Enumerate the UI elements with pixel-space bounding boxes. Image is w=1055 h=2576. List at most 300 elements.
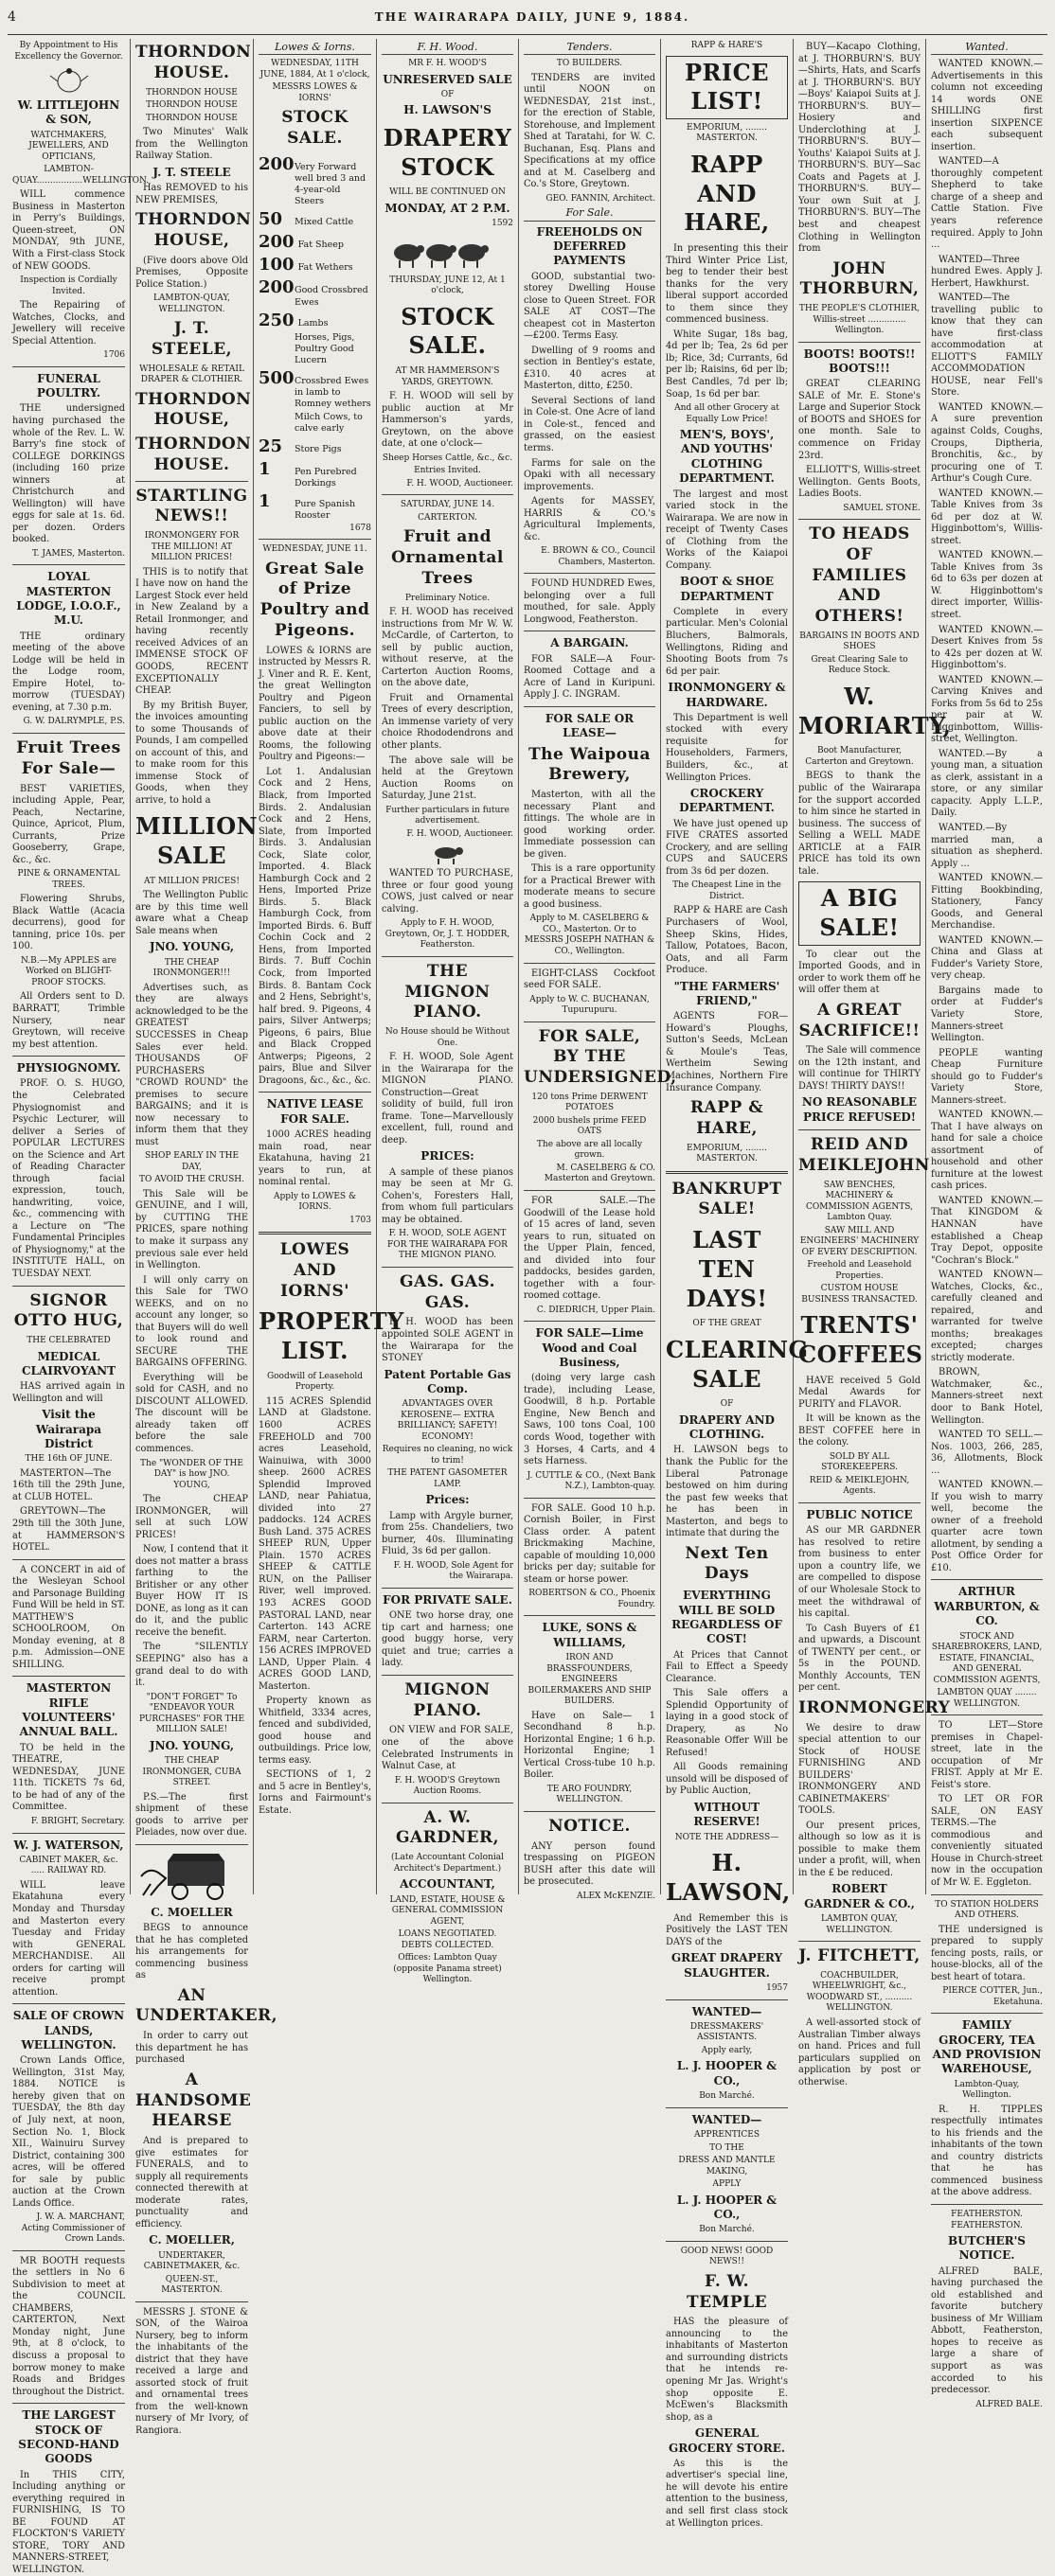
ad-number: 1703 (349, 1215, 371, 1225)
ad-subheading: Apply to LOWES & IORNS. (274, 1191, 356, 1213)
ad-text: HAVE received 5 Gold Medal Awards for PURITY and FLAVOR. (798, 1375, 921, 1410)
classified-item: TO LET—Store premises in Chapel-street, late in the occupation of Mr FRIST. Apply at Mr E. Feist's store. (931, 1720, 1043, 1790)
ad-subheading: Entries Invited. (414, 466, 481, 476)
lot-description: Pure Spanish Rooster (295, 499, 356, 522)
classified-item: WANTED KNOWN.—Advertisements in this column not exceeding 14 words ONE SHILLING first insertion SIXPENCE each subsequent insertion. (931, 59, 1043, 152)
ad-heading: PRICE LIST! (666, 56, 788, 119)
ad-heading: ARTHUR WARBURTON, & CO. (934, 1585, 1040, 1628)
ad-subheading: LAMBTON-QUAY, WELLINGTON. (152, 293, 231, 314)
ad-heading: GENERAL GROCERY STORE. (668, 2426, 786, 2455)
classified-item: PEOPLE wanting Cheap Furniture should go to Fudder's Variety Store, Manners-street. (931, 1047, 1043, 1106)
ad-text: Everything will be sold for CASH, and no DISCOUNT ALLOWED. The discount will be already taken off before the sale commences. (135, 1372, 248, 1454)
ad-subheading: THORNDON HOUSE (146, 100, 238, 111)
ad-text: I will only carry on this Sale for TWO WEEKS, and on no account any longer, so that Buyers will do well to look round and SECURE THE BARGAINS OFFERING. (135, 1274, 248, 1369)
ad-heading: Great Sale of Prize Poultry and Pigeons. (259, 559, 370, 640)
ad-text: The "SILENTLY SEEPING" also has a grand deal to do with it. (135, 1642, 248, 1689)
column-7 (794, 39, 952, 2087)
ad-text: Now, I contend that it does not matter a brass farthing to the Britisher or any other Buyer HOW IT IS DONE, as long as it can do it, and the public receive the benefit. (135, 1544, 248, 1638)
ad-text: Flowering Shrubs, Black Wattle (Acacia decurrens), good for tanning, price 10s. per 100. (12, 894, 125, 952)
ad-subheading: WHOLESALE & RETAIL DRAPER & CLOTHIER. (139, 364, 244, 385)
ad-subheading: REID & MEIKLEJOHN, Agents. (809, 1475, 910, 1497)
classified-item: WANTED KNOWN.—That I have always on hand for sale a choice assortment of household and other furniture at the lowest cash prices. (931, 1110, 1043, 1192)
ad-subheading: THE PATENT GASOMETER LAMP. (387, 1468, 508, 1489)
ad-text: 115 ACRES Splendid LAND at Gladstone. 1600 ACRES FREEHOLD and 700 acres Leasehold, Wainuiwa, with 3000 sheep. 2600 ACRES Splendid Improved LAND, near Pahiatua, divided into 27 paddocks. 124 ACRES Bush Land. 375 ACRES SHEEP RUN, Upper Plain. 1570 ACRES SHEEP & CATTLE RUN, on the Palliser River, well improved. 193 ACRES GOOD PASTORAL LAND, near Carterton. 143 ACRE FARM, near Carterton. 156 ACRES IMPROVED LAND, Upper Plain. 4 ACRES GOOD LAND, Masterton. (259, 1395, 371, 1692)
classified-item: WANTED—The travelling public to know that they can have first-class accommodation at ELIOTT'S FAMILY ACCOMMODATION HOUSE, near Fell's Store. (931, 293, 1043, 399)
lot-quantity: 500 (259, 368, 295, 389)
ad-heading: BUTCHER'S NOTICE. (948, 2234, 1026, 2263)
ad-text: BEGS to thank the public of the Wairarapa for the support accorded to him since he started in business. The success of Selling a WELL MADE ARTICLE at a FAIR PRICE has told its own tale. (798, 771, 921, 877)
ad-heading: THORNDON HOUSE, (135, 389, 252, 430)
ad-text: This Sale offers a Splendid Opportunity of laying in a good stock of Drapery, as No Reasonable Offer Will be Refused! (666, 1688, 788, 1758)
ad-text: In presenting this their Third Winter Price List, beg to tender their best thanks for the very liberal support accorded to them since they commenced business. (666, 243, 788, 326)
classified-item: Bargains made to order at Fudder's Variety Store, Manners-street Wellington. (931, 985, 1043, 1044)
ad-heading: AN UNDERTAKER, (135, 1985, 278, 2026)
ad-heading: J. FITCHETT, (798, 1946, 921, 1966)
ad-subheading: UNDERTAKER, CABINETMAKER, &c. (143, 2250, 241, 2272)
ad-text: Has REMOVED to his NEW PREMISES, (135, 183, 248, 205)
ad-subheading: SHOP EARLY IN THE DAY, (144, 1151, 240, 1172)
ad-subheading: "THE FARMERS' FRIEND," (673, 979, 780, 1007)
ad-heading: Fruit and Ornamental Trees (391, 527, 504, 588)
ad-subheading: SAW MILL AND ENGINEERS' MACHINERY OF EVERY DESCRIPTION. (799, 1225, 920, 1257)
ad-subheading: MEDICAL CLAIRVOYANT (21, 1349, 116, 1377)
ad-text: The above are all locally grown. (536, 1139, 643, 1161)
ad-subheading: NOTE THE ADDRESS— (674, 1832, 779, 1842)
columns (8, 39, 1047, 2575)
ad-subheading: SAW BENCHES, MACHINERY & COMMISSION AGENTS, Lambton Quay. (806, 1180, 913, 1223)
ad-heading: LUKE, SONS & WILLIAMS, (542, 1621, 637, 1649)
ad-heading: L. J. HOOPER & CO., (676, 2193, 778, 2221)
lot-row (259, 276, 371, 308)
ad-subheading: LAMBTON QUAY ........ WELLINGTON. (937, 1688, 1037, 1709)
ad-text: A CONCERT in aid of the Wesleyan School and Parsonage Building Fund Will be held in ST. MATTHEW'S SCHOOLROOM, On Monday evening, at 8 p.m. Admission—ONE SHILLING. (12, 1564, 125, 1670)
ad-number: 1706 (103, 350, 125, 361)
classified-item: WANTED KNOWN.—China and Glass at Fudder's Variety Store, very cheap. (931, 934, 1043, 982)
ad-text: This is a rare opportunity for a Practical Brewer with moderate means to secure a good business. (524, 863, 655, 910)
ad-text: And Remember this is Positively the LAST TEN DAYS of the (666, 1912, 788, 1947)
signature: SAMUEL STONE. (843, 503, 921, 513)
ad-text: Our present prices, although so low as it is possible to make them under a profit, will, when in the £ be reduced. (798, 1820, 921, 1878)
signature: GEO. FANNIN, Architect. (545, 193, 655, 204)
column-header: Wanted. (931, 41, 1043, 55)
ad-heading: BOOTS! BOOTS!! BOOTS!!! (803, 346, 916, 375)
ad-subheading: Visit the Wairarapa District (35, 1408, 102, 1451)
ad-heading: FREEHOLDS ON DEFERRED PAYMENTS (536, 224, 643, 268)
ad-text: Complete in every particular. Men's Colonial Bluchers, Balmorals, Wellingtons, Riding and Shooting Boots from 7s 6d per pair. (666, 606, 788, 677)
lot-description: Mixed Cattle (295, 217, 354, 228)
royal-crest-icon (45, 66, 93, 95)
ad-text: ELLIOTT'S, Willis-street Wellington. Gents Boots, Ladies Boots. (798, 465, 921, 500)
column-header: For Sale. (524, 206, 655, 221)
lot-quantity: 200 (259, 153, 295, 174)
ad-text: And all other Grocery at Equally Low Price! (674, 403, 779, 424)
ad-text: R. H. TIPPLES respectfully intimates to his friends and the inhabitants of the town and country districts that he has commenced business at the above address. (931, 2104, 1043, 2198)
ad-text: We have just opened up FIVE CRATES assorted Crockery, and are selling CUPS and SAUCERS from 3s 6d per dozen. (666, 818, 788, 877)
lot-description: Fat Sheep (297, 240, 344, 251)
classified-item: WANTED KNOWN.—Carving Knives and Forks from 5s 6d to 25s per pair at W. Higginbottom, Willis-street, Wellington. (931, 674, 1043, 745)
ad-subheading: TO AVOID THE CRUSH. (138, 1175, 245, 1185)
ad-subheading: BARGAINS IN BOOTS AND SHOES (799, 631, 920, 652)
ad-subheading: PRICES: (420, 1149, 474, 1164)
ad-text: Dwelling of 9 rooms and section in Bentley's estate, £310. 40 acres at Masterton, ditto, £250. (524, 345, 655, 392)
ad-text: HAS arrived again in Wellington and will (12, 1381, 125, 1404)
ad-text: AGENTS FOR—Howard's Ploughs, Sutton's Seeds, McLean & Moule's Teas, Wertheim Sewing Machines, Northern Fire Insurance Company. (666, 1011, 788, 1093)
ad-heading: ACCOUNTANT, (400, 1877, 495, 1892)
column-3 (254, 39, 404, 1894)
column-1 (8, 39, 150, 2575)
ad-subheading: Bon Marché. (699, 2225, 755, 2235)
ad-subheading: The "WONDER OF THE DAY" is how JNO. YOUNG, (140, 1458, 243, 1490)
lot-quantity: 250 (259, 310, 295, 330)
classified-item: WANTED KNOWN.—Table Knives from 3s 6d per doz at W. Higginbottom's, Willis-street. (931, 488, 1043, 546)
ad-heading: A GREAT SACRIFICE!! (798, 1000, 921, 1040)
ad-subheading: THE CHEAP IRONMONGER!!! (152, 957, 231, 979)
page-number: 4 (8, 9, 17, 25)
ad-number: 1678 (349, 523, 371, 533)
ad-heading: THORNDON HOUSE, (135, 210, 252, 250)
ad-text: F. H. WOOD has been appointed SOLE AGENT in the Wairarapa for the STONEY (382, 1317, 513, 1364)
ad-subheading: EMPORIUM, ........ MASTERTON. (687, 122, 767, 144)
ad-subheading: WILL BE CONTINUED ON (389, 187, 506, 198)
ad-heading: DRAPERY STOCK (383, 123, 512, 181)
ad-text: Lamp with Argyle burner, from 25s. Chandeliers, two burner, 40s. Illuminating Fluid, 3s 6d per gallon. (382, 1510, 513, 1557)
lot-quantity: 25 (259, 435, 283, 456)
ad-subheading: 120 tons Prime DERWENT POTATOES (531, 1092, 648, 1113)
ad-subheading: SOLD BY ALL STOREKEEPERS. (821, 1451, 898, 1473)
lot-list (259, 153, 371, 523)
ad-heading: JNO. YOUNG, (149, 1738, 235, 1752)
ad-text: APPLY (712, 2179, 742, 2190)
ad-subheading: "DON'T FORGET" To "ENDEAVOR YOUR PURCHASES" FOR THE MILLION SALE! (138, 1692, 245, 1735)
advertiser-name: W. LITTLEJOHN & SON, (17, 98, 120, 127)
place-line: LAMBTON-QUAY.................WELLINGTON. (12, 165, 150, 186)
ad-heading: SALE OF CROWN LANDS, WELLINGTON. (12, 2009, 125, 2052)
ad-text: Have on Sale— 1 Secondhand 8 h.p. Horizontal Engine; 1 6 h.p. Horizontal Engine; 1 Vertical Cross-tube 10 h.p. Boiler. (524, 1710, 655, 1781)
lot-description: Horses, Pigs, Poultry Good Lucern (295, 331, 355, 366)
ad-subheading: CUSTOM HOUSE BUSINESS TRANSACTED. (801, 1284, 918, 1305)
ad-text: F. H. WOOD, Sole Agent in the Wairarapa for the MIGNON PIANO. Construction—Great solidity of build, full iron frame. Tone—Marvellously excellent, full, round and deep. (382, 1052, 513, 1146)
ad-text: THE undersigned having purchased the whole of the Rev. L. W. Barry's fine stock of COLLEGE DORKINGS (including 160 prize winners at Christchurch and Wellington) will have eggs for sale at 1s. 6d. per dozen. Orders booked. (12, 403, 125, 545)
ad-subheading: Goodwill of Leasehold Property. (266, 1371, 364, 1393)
ad-heading: C. MOELLER, (149, 2233, 235, 2247)
ad-heading: JNO. YOUNG, (149, 940, 235, 954)
ad-text: At Prices that Cannot Fail to Effect a Speedy Clearance. (666, 1649, 788, 1684)
ad-text: Lot 1. Andalusian Cock and 2 Hens, Black, from Imported Birds. 2. Andalusian Cock and 2 Hens, Slate, from Imported Birds. 3. Andalusian Cock, Slate color, Imported. 4. Black Hamburgh Cock and 2 Hens, Imported Prize Birds. 5. Black Hamburgh Cock, from Imported Birds. 6. Buff Cochin Cock and 2 Hens, from Imported Birds. 7. Buff Cochin Cock, from Imported Birds. 8. Bantam Cock and 2 Hens, Sebright's, half bred. 9. Pigeons, 4 pairs, Silver Antwerps; Pigeons, 6 pairs, Blue and Black Cropped Antwerps; Pigeons, 2 pairs, Blue and Silver Dragoons, &c., &c., &c. (259, 766, 371, 1086)
signature: ALEX McKENZIE. (577, 1891, 655, 1901)
ad-text: (doing very large cash trade), including Lease, Goodwill, 8 h.p. Portable Engine, New Bench and Saws, 100 tons Coal, 100 cords Wood, together with 3 Horses, 4 Carts, and 4 sets Harness. (524, 1373, 655, 1467)
ad-text: TO be held in the THEATRE, WEDNESDAY, JUNE 11th. TICKETS 7s 6d, to be had of any of the Committee. (12, 1742, 125, 1813)
ad-number: 1957 (766, 1983, 788, 1993)
classified-item: WANTED KNOWN.—A sure prevention against Colds, Coughs, Croups, Diptheria, Bronchitis, &c., by procuring one of T. Arthur's Cough Cure. (931, 401, 1043, 485)
ad-text: 1000 ACRES heading main road, near Ekatahuna, having 21 years to run, at nominal rental. (259, 1129, 371, 1188)
signature: J. W. A. MARCHANT, Acting Commissioner of Crown Lands. (21, 2212, 125, 2245)
ad-text: This Sale will be GENUINE, and I will, by CUTTING THE PRICES, spare nothing to make it surpass any previous sale ever held in Wellington. (135, 1188, 248, 1271)
classified-item: WANTED—Three hundred Ewes. Apply J. Herbert, Hawkhurst. (931, 254, 1043, 289)
masthead (8, 0, 1047, 35)
ad-heading: MASTERTON RIFLE VOLUNTEERS' ANNUAL BALL. (19, 1681, 118, 1739)
ad-text: Apply to M. CASELBERG & CO., Masterton. Or to MESSRS JOSEPH NATHAN & CO., Wellington. (524, 914, 655, 956)
ad-subheading: TO STATION HOLDERS AND OTHERS. (935, 1899, 1039, 1921)
ad-subheading: CROCKERY DEPARTMENT. (679, 787, 775, 815)
ad-text: THIS is to notify that I have now on hand the Largest Stock ever held in New Zealand by a Retail Ironmonger, and having recently received Advices of an IMMENSE STOCK OF GOODS, RECENT EXCEPTIONALLY CHEAP. (135, 566, 248, 697)
lot-row (259, 153, 371, 208)
ad-heading: GAS. GAS. GAS. (399, 1271, 495, 1312)
lot-row (259, 435, 371, 457)
signature: ALFRED BALE. (975, 2399, 1043, 2409)
ad-text: Further particulars in future advertisement. (385, 805, 510, 826)
classified-item: WANTED KNOWN.—Fitting Bookbinding, Stationery, Fancy Goods, and General Merchandise. (931, 873, 1043, 932)
ad-heading: The Waipoua Brewery, (528, 744, 651, 785)
lot-quantity: 1 (259, 491, 271, 512)
ad-heading: PHYSIOGNOMY. (16, 1061, 121, 1075)
lot-description: Pen Purebred Dorkings (295, 466, 357, 489)
lot-row (259, 490, 371, 522)
signature: F. H. WOOD, Auctioneer. (406, 478, 513, 489)
ad-heading: ROBERT GARDNER & CO., (804, 1882, 915, 1910)
ad-heading: FOR SALE, BY THE UNDERSIGNED, (524, 1026, 677, 1088)
hearse-illustration (137, 1850, 246, 1902)
ad-text: P.S.—The first shipment of these goods to arrive per Pleiades, now over due. (135, 1791, 248, 1839)
ad-heading: TRENTS' COFFEES (798, 1311, 923, 1369)
ad-heading: A. W. GARDNER, (395, 1807, 500, 1848)
ad-text: THE ordinary meeting of the above Lodge will be held in the Lodge room, Empire Hotel, to-morrow (TUESDAY) evening, at 7.30 p.m. (12, 631, 125, 713)
column-header: Lowes & Iorns. (259, 41, 371, 55)
ad-heading: FOR PRIVATE SALE. (383, 1592, 512, 1607)
ad-text: MR BOOTH requests the settlers in No 6 Subdivision to meet at the COUNCIL CHAMBERS, CARTERTON, Next Monday night, June 9th, at 8 o'clock, to discuss a proposal to borrow money to make Roads and Bridges throughout the District. (12, 2255, 125, 2397)
ad-text: RAPP & HARE are Cash Purchasers of Wool, Sheep Skins, Hides, Tallow, Potatoes, Bacon, Oats, and all Farm Produce. (666, 905, 788, 976)
lot-quantity: 1 (259, 458, 271, 479)
ad-text: AS our MR GARDNER has resolved to retire from business to enter upon a country life, we are compelled to dispose of our Wholesale Stock to meet the withdrawal of his capital. (798, 1525, 921, 1620)
ad-text: And is prepared to give estimates for FUNERALS, and to supply all requirements connected therewith at moderate rates, punctuality and efficiency. (135, 2136, 248, 2230)
lot-quantity: 100 (259, 255, 295, 275)
ad-text: Apply early, (701, 2045, 753, 2055)
lot-quantity: 200 (259, 277, 295, 298)
ad-text: WANTED TO PURCHASE, three or four good young COWS, just calved or near calving. (382, 868, 513, 915)
ad-subheading: Bon Marché. (699, 2091, 755, 2102)
ad-heading: NATIVE LEASE FOR SALE. (266, 1097, 364, 1126)
signature: F. H. WOOD, Auctioneer. (406, 828, 513, 839)
ad-text: FOR SALE.—The Goodwill of the Lease hold of 15 acres of land, seven years to run, situated on the Upper Plain, fenced, and divided into four paddocks, besides garden, together with a four-roomed cottage. (524, 1195, 655, 1302)
ad-subheading: LAMBTON QUAY, WELLINGTON. (821, 1914, 898, 1935)
classified-item: WANTED.—By a young man, a situation as clerk, assistant in a store, or any similar capacity. Apply L.L.P., Daily. (931, 748, 1043, 819)
ad-text: As this is the advertiser's special line, he will devote his entire attention to the business, and sell first class stock at Wellington prices. (666, 2458, 788, 2529)
ad-heading: H. LAWSON'S (403, 103, 492, 117)
ad-text: MASTERTON—The 16th till the 29th June, at CLUB HOTEL. (12, 1467, 125, 1502)
ad-heading: W. J. WATERSON, (13, 1838, 124, 1852)
ad-subheading: OF (440, 89, 455, 99)
ad-text: We desire to draw special attention to our Stock of HOUSE FURNISHING AND BUILDERS' IRONMONGERY AND CABINETMAKERS' TOOLS. (798, 1722, 921, 1817)
ad-heading: H. LAWSON, (666, 1849, 791, 1906)
ad-subheading: Lambton-Quay, Wellington. (954, 2079, 1020, 2101)
ad-heading: TO HEADS OF FAMILIES AND OTHERS! (809, 524, 910, 627)
appointment-line: By Appointment to His Excellency the Governor. (14, 41, 123, 62)
ad-text: The CHEAP IRONMONGER, will sell at such LOW PRICES! (135, 1494, 248, 1540)
ad-heading: Fruit Trees For Sale— (16, 738, 121, 778)
ad-text: F. H. WOOD will sell by public auction at Mr Hammerson's yards, Greytown, on the above date, at one o'clock— (382, 391, 513, 450)
ad-heading: RAPP & HARE, (689, 1098, 764, 1138)
ad-text: H. LAWSON begs to thank the Public for the Liberal Patronage bestowed on him during the past few weeks that he has been in Masterton, and begs to intimate that during the (666, 1445, 788, 1539)
classified-item: WANTED KNOWN.—Desert Knives from 5s to 42s per dozen at W. Higginbottom's. (931, 624, 1043, 671)
ad-subheading: COACHBUILDER, WHEELWRIGHT, &c., WOODWARD ST., .......... WELLINGTON. (806, 1970, 913, 2014)
ad-heading: Next Ten Days (685, 1543, 769, 1584)
signature: G. W. DALRYMPLE, P.S. (23, 717, 125, 727)
ad-heading: STARTLING NEWS!! (135, 486, 248, 526)
ad-subheading: WEDNESDAY, 11TH JUNE, 1884, At 1 o'clock, (259, 59, 370, 80)
lot-quantity: 50 (259, 209, 283, 230)
ad-text: FOUND HUNDRED Ewes, belonging over a full mouthed, for sale. Apply Longwood, Featherston. (524, 578, 655, 625)
ad-text: A sample of these pianos may be seen at Mr G. Cohen's, Foresters Hall, from whom full particulars may be obtained. (382, 1166, 513, 1225)
ad-text: HAS the pleasure of announcing to the inhabitants of Masterton and surrounding districts that he intends re-opening Mr Jas. Wright's shop opposite E. McEwen's Blacksmith shop, as a (666, 2317, 788, 2423)
classified-item: WANTED KNOWN.—Table Knives from 3s 6d to 63s per dozen at W. Higginbottom's direct importer, Willis-street. (931, 550, 1043, 620)
ad-heading: IRONMONGERY (798, 1697, 951, 1717)
ad-text: Sheep Horses Cattle, &c., &c. (382, 453, 513, 463)
signature: F. BRIGHT, Secretary. (30, 1817, 125, 1827)
lot-row (259, 208, 371, 230)
ad-text: To clear out the Imported Goods, and in order to work them off he will offer them at (798, 949, 921, 996)
ad-text: ON VIEW and FOR SALE, one of the above Celebrated Instruments in Walnut Case, at (382, 1725, 513, 1772)
ad-heading: REID AND MEIKLEJOHN (798, 1135, 930, 1175)
ad-heading: WANTED— (691, 2004, 762, 2018)
ad-text: GREYTOWN—The 29th till the 30th June, at HAMMERSON'S HOTEL. (12, 1506, 125, 1554)
ad-text: MESSRS J. STONE & SON, of the Wairoa Nursery, beg to inform the inhabitants of the district that they have received a large and assorted stock of fruit and ornamental trees from the well-known nursery of Mr Ivory, of Rangiora. (135, 2306, 248, 2437)
ad-text: THE 16th OF JUNE. (25, 1454, 113, 1465)
ad-text: The Cheapest Line in the District. (672, 880, 781, 901)
ad-text: PROF. O. S. HUGO, the Celebrated Physiognomist and Psychic Lecturer, will deliver a Series of POPULAR LECTURES on the Science and Art of Reading Character through facial expression, touch, handwriting, voice, &c., commencing with a Lecture on "The Fundamental Principles of Physiognomy," at the INSTITUTE HALL, on TUESDAY NEXT. (12, 1078, 125, 1279)
ad-heading: THORNDON HOUSE. (135, 43, 252, 82)
ad-text: White Sugar, 18s bag, 4d per lb; Tea, 2s 6d per lb; Rice, 3d; Currants, 6d per lb; Raisins, 6d per lb; Best Candles, 7d per lb; Soap, 1s 6d per bar. (666, 329, 788, 400)
ad-subheading: Boot Manufacturer, Carterton and Greytown. (805, 746, 914, 767)
lot-description: Good Crossbred Ewes (295, 285, 368, 308)
lot-description: Lambs (297, 317, 329, 329)
ad-heading: MILLION SALE (135, 812, 259, 870)
ad-text: The Sale will commence on the 12th instant, and will continue for THIRTY DAYS! THIRTY DAYS!! (798, 1045, 921, 1092)
ad-subheading: SATURDAY, JUNE 14. (400, 500, 495, 510)
column-header: Tenders. (524, 41, 655, 55)
column-5 (519, 39, 677, 1901)
ad-text: WILL leave Ekatahuna every Monday and Thursday and Masterton every Tuesday and Friday with GENERAL MERCHANDISE. All orders for carting will receive prompt attention. (12, 1879, 125, 1998)
ad-text: Property known as Whitfield, 3334 acres, fenced and subdivided, good house and outbuildings. Price low, terms easy. (259, 1696, 371, 1766)
ad-heading: DRAPERY AND CLOTHING. (679, 1412, 775, 1442)
ad-text: All Goods remaining unsold will be disposed of by Public Auction, (666, 1762, 788, 1797)
ad-heading: BANKRUPT SALE! (671, 1179, 782, 1219)
ad-heading: PUBLIC NOTICE (806, 1507, 913, 1521)
ad-text: Two Minutes' Walk from the Wellington Railway Station. (135, 127, 248, 162)
lot-row (259, 310, 371, 331)
ad-text: THE undersigned is prepared to supply fencing posts, rails, or house-blocks, all of the best heart of totara. (931, 1924, 1043, 1982)
ad-subheading: IRON AND BRASSFOUNDERS, ENGINEERS BOILERMAKERS AND SHIP BUILDERS. (528, 1653, 652, 1707)
ad-text: The above sale will be held at the Greytown Auction Rooms on Saturday, June 21st. (382, 755, 513, 802)
ad-subheading: OF THE GREAT (692, 1319, 761, 1329)
ad-subheading: IRONMONGERY FOR THE MILLION! AT MILLION PRICES! (144, 531, 240, 563)
ad-subheading: CARTERTON. (418, 512, 477, 523)
ad-subheading: Preliminary Notice. (404, 593, 491, 603)
ad-heading: JOHN THORBURN, (799, 258, 920, 299)
lot-description: Very Forward well bred 3 and 4-year-old Steers (295, 161, 367, 207)
lot-row (259, 412, 371, 435)
ad-subheading: AT MILLION PRICES! (144, 876, 240, 886)
ad-heading: STOCK SALE. (281, 108, 349, 148)
ad-text: Apply to W. C. BUCHANAN, Tupurupuru. (529, 994, 650, 1016)
ad-number: 1592 (492, 219, 513, 229)
ad-subheading: GOOD NEWS! GOOD NEWS!! (680, 2246, 774, 2267)
classified-item: WANTED KNOWN.—If you wish to marry well, become the owner of a freehold quarter acre town allotment, by sending a Post Office Order for £10. (931, 1480, 1043, 1573)
ad-heading: FOR SALE—Lime Wood and Coal Business, (535, 1326, 644, 1369)
ad-text: Fruit and Ornamental Trees of every description, An immense variety of very choice Rhododendrons and other plants. (382, 692, 513, 751)
ad-subheading: ADVANTAGES OVER KEROSENE— EXTRA BRILLIANCY; SAFETY! ECONOMY! (397, 1399, 498, 1442)
ad-subheading: TE ARO FOUNDRY, WELLINGTON. (546, 1784, 633, 1805)
ad-subheading: MR F. H. WOOD'S (408, 59, 487, 69)
ad-subheading: EVERYTHING WILL BE SOLD REGARDLESS OF COST! (671, 1589, 782, 1646)
ad-heading: L. J. HOOPER & CO., (676, 2059, 778, 2087)
ad-text: SECTIONS of 1, 2 and 5 acre in Bentley's, Iorns and Fairmount's Estate. (259, 1769, 371, 1816)
ad-subheading: WITHOUT RESERVE! (693, 1801, 760, 1829)
column-6 (661, 39, 809, 2529)
ad-subheading: Great Clearing Sale to Reduce Stock. (811, 654, 908, 676)
ad-text: Several Sections of land in Cole-st. One Acre of land in Cole-st., fenced and grassed, on the easiest terms. (524, 395, 655, 454)
ad-text: FOR SALE—A Four-Roomed Cottage and a Acre of Land in Kuripuni. Apply J. C. INGRAM. (524, 653, 655, 701)
ad-subheading: DRESSMAKERS' ASSISTANTS. (689, 2021, 764, 2043)
ad-heading: MIGNON PIANO. (404, 1679, 491, 1720)
ad-subheading: IRONMONGERY & HARDWARE. (668, 681, 786, 709)
ad-subheading: F. H. WOOD, SOLE AGENT FOR THE WAIRARAPA FOR THE MIGNON PIANO. (387, 1229, 508, 1261)
ad-subheading: 2000 bushels prime FEED OATS (532, 1115, 647, 1137)
ad-text: A well-assorted stock of Australian Timber always on hand. Prices and full particulars supplied on application by post or otherwise. (798, 2017, 921, 2087)
ad-subheading: AT MR HAMMERSON'S YARDS, GREYTOWN. (395, 366, 500, 387)
ad-text: FOR SALE. Good 10 h.p. Cornish Boiler, in First Class order. A patent Brickmaking Machine, capable of moulding 10,000 bricks per day; suitable for steam or horse power. (524, 1502, 655, 1585)
lot-row (259, 231, 371, 253)
ad-subheading: No House should be Without One. (384, 1027, 510, 1048)
ad-text: LOWES & IORNS are instructed by Messrs R. J. Viner and R. E. Kent, the great Wellington Poultry and Pigeon Fanciers, to sell by public auction on the above date at their Rooms, the following Poultry and Pigeons:— (259, 645, 371, 763)
lot-row (259, 458, 371, 489)
ad-heading: RAPP AND HARE, (684, 150, 770, 237)
ad-subheading: NO REASONABLE PRICE REFUSED! (801, 1095, 918, 1124)
ad-text: F. H. WOOD has received instructions from Mr W. W. McCardle, of Carterton, to sell by public auction, without reserve, at the Carterton Auction Rooms, on the above date, (382, 607, 513, 689)
signature: T. JAMES, Masterton. (32, 548, 125, 559)
ad-text: It will be known as the BEST COFFEE here in the colony. (798, 1413, 921, 1448)
ad-subheading: THORNDON HOUSE (146, 87, 238, 98)
ad-heading: A BARGAIN. (550, 636, 629, 650)
ad-text: WILL commence Business in Masterton in Perry's Buildings, Queen-street, ON MONDAY, 9th JUNE, With a First-class Stock of NEW GOODS. (12, 189, 125, 272)
ad-text: BUY—Kacapo Clothing, at J. THORBURN'S. BUY—Shirts, Hats, and Scarfs at J. THORBURN'S. BUY—Boys' Kaiapoi Suits at J. THORBURN'S. BUY—Hosiery and Underclothing at J. THORBURN'S. BUY—Youths' Kaiapoi Suits at J. THORBURN'S. BUY—Sac Coats and Pagets at J. THORBURN'S. BUY—Your own Suit at J. THORBURN'S. BUY—The best and cheapest Clothing in Wellington from (798, 42, 921, 255)
ad-heading: C. MOELLER (151, 1905, 233, 1919)
ad-text: N.B.—My APPLES are Worked on BLIGHT-PROOF STOCKS. (21, 955, 116, 987)
ad-subheading: MEN'S, BOYS', AND YOUTHS' CLOTHING DEPARTMENT. (679, 428, 775, 486)
ad-heading: LOYAL MASTERTON LODGE, I.O.O.F., M.U. (16, 570, 121, 628)
ad-heading: UNRESERVED SALE (383, 72, 512, 86)
ad-text: Requires no cleaning, no wick to trim! (382, 1445, 513, 1466)
ad-heading: STOCK SALE. (401, 302, 494, 360)
ad-heading: FOR SALE OR LEASE— (545, 711, 635, 740)
ad-text: The Repairing of Watches, Clocks, and Jewellery will receive Special Attention. (12, 300, 125, 346)
ad-heading: NOTICE. (548, 1816, 631, 1836)
ad-text: TENDERS are invited until NOON on WEDNESDAY, 21st inst., for the erection of Stable, Storehouse, and Implement Shed at Taratahi, for W. C. Buchanan, Esq. Plans and Specifications at my office and at M. Caselberg and Co.'s Store, Greytown. (524, 72, 655, 190)
ad-subheading: PINE & ORNAMENTAL TREES. (17, 869, 120, 890)
ad-text: (Five doors above Old Premises, Opposite Police Station.) (135, 255, 248, 290)
ad-subheading: MESSRS LOWES & IORNS' (272, 82, 358, 103)
ad-heading: J. T. STEELE (152, 165, 231, 179)
cow-illustration (429, 844, 467, 864)
ad-subheading: THURSDAY, JUNE 12, At 1 o'clock, (389, 275, 506, 296)
ad-text: GREAT CLEARING SALE of Mr. E. Stone's Large and Superior Stock of BOOTS and SHOES for one month. Sale to commence on Friday 23rd. (798, 379, 921, 461)
ad-text: BEST VARIETIES, including Apple, Pear, Peach, Nectarine, Quince, Apricot, Plum, Currants, Prize Gooseberry, Grape, &c., &c. (12, 783, 125, 865)
lot-row (259, 254, 371, 275)
classified-item: WANTED KNOWN—Watches, Clocks, &c., carefully cleaned and repaired, and warranted for twelve months; breakages excepted; charges strictly moderate. (931, 1270, 1043, 1363)
signature: F. H. WOOD, Sole Agent for the Wairarapa. (393, 1560, 513, 1582)
classified-item: WANTED.—By married man, a situation as shepherd. Apply ... (931, 823, 1043, 869)
ad-text: Farms for sale on the Opaki with all necessary improvements. (524, 457, 655, 492)
ad-text: To Cash Buyers of £1 and upwards, a Discount of TWENTY per cent., or 5s in the POUND. Monthly Accounts, TEN per cent. (798, 1623, 921, 1694)
ad-heading: A HANDSOME HEARSE (135, 2070, 252, 2131)
